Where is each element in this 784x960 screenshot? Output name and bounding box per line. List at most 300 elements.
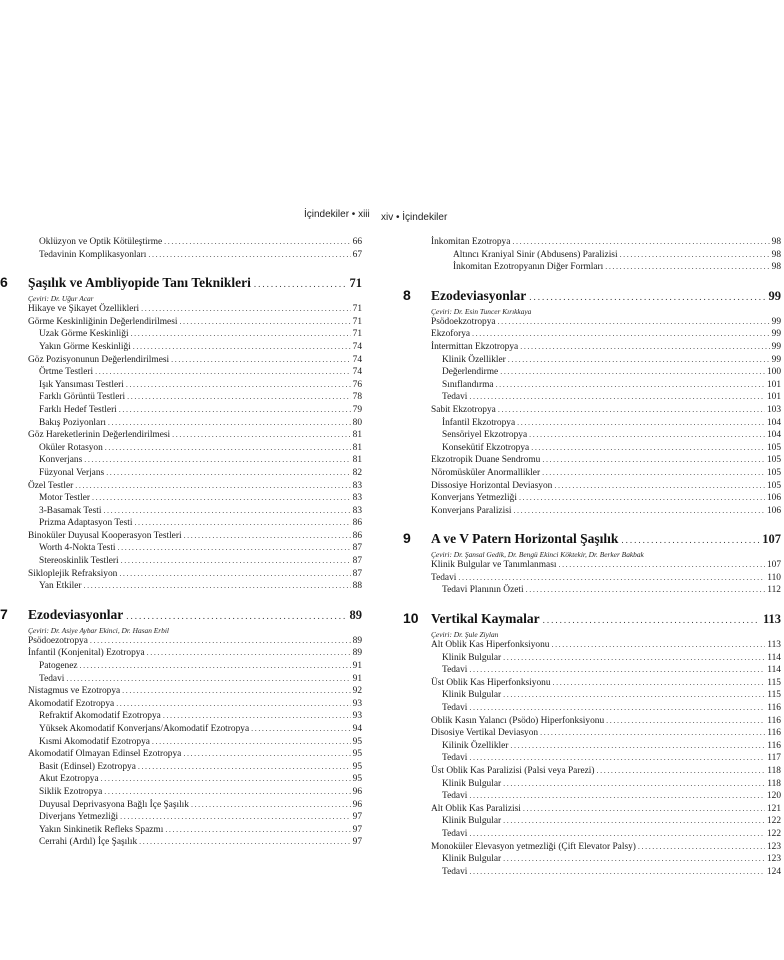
toc-entry[interactable] [403, 328, 781, 341]
toc-entry-title: Uzak Görme Keskinliği [39, 329, 129, 340]
dot-leader [500, 366, 765, 379]
dot-leader [523, 803, 765, 816]
toc-page-number: 98 [771, 262, 781, 273]
toc-page-number: 105 [766, 455, 781, 466]
dot-leader [172, 429, 350, 442]
toc-entry-title: Üst Oblik Kas Hiperfonksiyonu [431, 677, 551, 688]
dot-leader [469, 664, 765, 677]
dot-leader [469, 790, 765, 803]
chapter-number: 9 [403, 530, 411, 547]
dot-leader [126, 379, 351, 392]
chapter-number: 10 [403, 610, 419, 627]
toc-entry-title: Klinik Bulgular ve Tanımlanması [431, 560, 557, 571]
toc-entry-title: Yakın Görme Keskinliği [39, 341, 131, 352]
toc-page-number: 81 [352, 430, 362, 441]
toc-page-number: 89 [352, 635, 362, 646]
chapter-title: Ezodeviasyonlar [28, 606, 124, 622]
toc-entry[interactable] [403, 316, 781, 329]
dot-leader [513, 505, 764, 518]
toc-page-number: 122 [766, 828, 781, 839]
toc-entry[interactable] [403, 841, 781, 854]
toc-page-number: 82 [352, 467, 362, 478]
toc-entry-title: Tedavi [442, 828, 468, 839]
dot-leader [529, 292, 765, 302]
dot-leader [469, 866, 765, 879]
toc-entry[interactable] [0, 417, 362, 430]
toc-entry[interactable] [403, 572, 781, 585]
dot-leader [469, 702, 765, 715]
toc-entry-title: Sensöriyel Ekzotropya [442, 430, 528, 441]
toc-entry[interactable] [0, 303, 362, 316]
toc-page-number: 71 [352, 316, 362, 327]
toc-entry-title: Sabit Ekzotropya [431, 404, 496, 415]
toc-entry[interactable] [0, 391, 362, 404]
toc-entry[interactable] [0, 492, 362, 505]
dot-leader [554, 480, 765, 493]
toc-entry[interactable] [403, 379, 781, 392]
toc-page-number: 71 [352, 304, 362, 315]
toc-entry-title: Klinik Bulgular [442, 652, 502, 663]
toc-entry[interactable] [403, 559, 781, 572]
toc-entry-title: Oblik Kasın Yalancı (Psödo) Hiperfonksiyonu [431, 715, 605, 726]
dot-leader [133, 341, 351, 354]
toc-entry-title: Klinik Bulgular [442, 816, 502, 827]
toc-page-number: 98 [771, 249, 781, 260]
chapter-page-number: 71 [349, 276, 362, 291]
dot-leader [66, 673, 350, 686]
toc-entry[interactable] [0, 454, 362, 467]
toc-page-number: 97 [352, 837, 362, 848]
toc-entry-title: Refraktif Akomodatif Ezotropya [39, 711, 161, 722]
toc-entry-title: 3-Basamak Testi [39, 505, 102, 516]
dot-leader [148, 249, 350, 262]
toc-entry[interactable] [403, 689, 781, 702]
toc-entry-title: Göz Hareketlerinin Değerlendirilmesi [28, 430, 171, 441]
toc-entry-title: Basit (Edinsel) Ezotropya [39, 761, 136, 772]
toc-entry[interactable] [0, 698, 362, 711]
toc-entry-title: Göz Pozisyonunun Değerlendirilmesi [28, 354, 170, 365]
dot-leader [119, 404, 351, 417]
toc-page-number: 96 [352, 799, 362, 810]
toc-entry-title: Klinik Özellikler [442, 354, 506, 365]
toc-entry-title: Monoküler Elevasyon yetmezliği (Çift Elevator Palsy) [431, 841, 636, 852]
toc-entry[interactable] [403, 261, 781, 274]
dot-leader [558, 559, 764, 572]
toc-entry-title: Hikaye ve Şikayet Özellikleri [28, 304, 140, 315]
dot-leader [104, 786, 350, 799]
toc-entry[interactable] [403, 249, 781, 262]
toc-entry[interactable] [403, 715, 781, 728]
toc-page-number: 87 [352, 568, 362, 579]
dot-leader [553, 677, 766, 690]
toc-entry-title: Kısmi Akomodatif Ezotropya [39, 736, 150, 747]
toc-entry-title: Tedavi [442, 753, 468, 764]
toc-entry[interactable] [403, 480, 781, 493]
chapter-page-number: 89 [349, 607, 362, 622]
toc-page-number: 66 [352, 237, 362, 247]
toc-entry[interactable] [403, 727, 781, 740]
toc-entry-title: Örtme Testleri [39, 367, 94, 378]
chapter-translator: Çeviri: Dr. Asiye Aybar Ekinci, Dr. Hasan Erbil [28, 625, 169, 635]
toc-entry[interactable] [403, 815, 781, 828]
toc-entry[interactable] [0, 660, 362, 673]
toc-page-number: 123 [766, 854, 781, 865]
toc-entry[interactable] [403, 236, 781, 249]
toc-page-number: 121 [766, 803, 781, 814]
toc-entry[interactable] [0, 635, 362, 648]
toc-page-number: 74 [352, 354, 362, 365]
dot-leader [472, 328, 770, 341]
toc-page-number: 106 [766, 505, 781, 516]
toc-entry[interactable] [0, 404, 362, 417]
toc-entry[interactable] [0, 442, 362, 455]
toc-page-number: 81 [352, 455, 362, 466]
toc-page-number: 81 [352, 442, 362, 453]
toc-entry[interactable] [403, 404, 781, 417]
toc-page-number: 99 [771, 329, 781, 340]
toc-entry[interactable] [403, 853, 781, 866]
toc-entry-title: Psödoekzotropya [431, 316, 496, 327]
toc-entry-title: Tedavi [442, 866, 468, 877]
dot-leader [116, 698, 350, 711]
toc-entry[interactable] [403, 454, 781, 467]
toc-page-number: 93 [352, 711, 362, 722]
chapter-heading[interactable] [403, 610, 781, 630]
toc-entry[interactable] [403, 803, 781, 816]
toc-entry[interactable] [403, 866, 781, 879]
toc-entry[interactable] [403, 341, 781, 354]
toc-entry[interactable] [0, 542, 362, 555]
toc-page-number: 80 [352, 417, 362, 428]
toc-entry[interactable] [0, 467, 362, 480]
chapter-page-number: 107 [762, 532, 781, 547]
dot-leader [542, 454, 765, 467]
dot-leader [469, 828, 765, 841]
toc-page-number: 123 [766, 841, 781, 852]
toc-entry[interactable] [0, 366, 362, 379]
dot-leader [520, 341, 769, 354]
dot-leader [163, 710, 351, 723]
dot-leader [90, 635, 351, 648]
dot-leader [80, 660, 351, 673]
toc-entry-title: Özel Testler [28, 480, 74, 491]
toc-entry-title: Worth 4-Nokta Testi [39, 543, 116, 554]
toc-chapter [0, 274, 362, 593]
toc-page-number: 106 [766, 493, 781, 504]
chapter-page-number: 113 [762, 612, 781, 627]
toc-page-number: 104 [766, 417, 781, 428]
toc-entry[interactable] [0, 530, 362, 543]
toc-entry[interactable] [403, 740, 781, 753]
toc-entry[interactable] [0, 555, 362, 568]
dot-leader [620, 249, 770, 262]
chapter-title: Vertikal Kaymalar [431, 611, 540, 627]
toc-page-number: 88 [352, 581, 362, 592]
dot-leader [469, 391, 765, 404]
toc-entry[interactable] [0, 580, 362, 593]
dot-leader [469, 752, 765, 765]
toc-continuation [403, 236, 781, 274]
dot-leader [531, 442, 765, 455]
dot-leader [458, 572, 765, 585]
toc-right-column [403, 236, 781, 878]
dot-leader [119, 568, 350, 581]
toc-page-number: 115 [767, 690, 781, 701]
dot-leader [108, 417, 351, 430]
toc-entry[interactable] [0, 736, 362, 749]
toc-page-number: 110 [767, 572, 781, 583]
toc-page-number: 116 [767, 703, 781, 714]
toc-entry[interactable] [0, 710, 362, 723]
toc-chapter [0, 606, 362, 849]
toc-entry[interactable] [0, 249, 362, 262]
toc-entry-title: Değerlendirme [442, 367, 499, 378]
dot-leader [184, 530, 351, 543]
toc-left-column [0, 236, 362, 849]
toc-page-number: 114 [767, 652, 781, 663]
dot-leader [165, 824, 350, 837]
toc-page-number: 105 [766, 480, 781, 491]
toc-page-number: 105 [766, 442, 781, 453]
toc-entry-title: Altıncı Kraniyal Sinir (Abdusens) Paralizisi [453, 249, 618, 260]
dot-leader [510, 740, 765, 753]
toc-entry[interactable] [403, 752, 781, 765]
toc-page-number: 78 [352, 392, 362, 403]
toc-entry-title: Farklı Hedef Testleri [39, 404, 117, 415]
toc-page-number: 118 [767, 766, 781, 776]
toc-entry[interactable] [0, 429, 362, 442]
toc-entry[interactable] [403, 702, 781, 715]
toc-entry-title: İntermittan Ekzotropya [431, 341, 519, 352]
dot-leader [529, 429, 765, 442]
toc-page-number: 101 [766, 379, 781, 390]
page-header-right: xiv • İçindekiler [381, 212, 448, 223]
dot-leader [503, 778, 765, 791]
toc-entry[interactable] [0, 480, 362, 493]
toc-entry-title: İnfantil Ekzotropya [442, 417, 516, 428]
dot-leader [540, 727, 765, 740]
dot-leader [621, 535, 759, 545]
toc-page-number: 83 [352, 505, 362, 516]
chapter-number: 8 [403, 286, 411, 303]
chapter-heading[interactable] [0, 274, 362, 294]
toc-entry-title: Alt Oblik Kas Hiperfonksiyonu [431, 640, 550, 651]
toc-entry-title: Yüksek Akomodatif Konverjans/Akomodatif Ezotropya [39, 724, 250, 734]
toc-entry[interactable] [0, 379, 362, 392]
dot-leader [638, 841, 765, 854]
toc-page-number: 97 [352, 824, 362, 835]
toc-entry-title: Alt Oblik Kas Paralizisi [431, 803, 521, 814]
toc-entry[interactable] [0, 836, 362, 849]
toc-entry[interactable] [403, 366, 781, 379]
dot-leader [171, 354, 351, 367]
toc-entry-title: Akut Ezotropya [39, 774, 99, 785]
toc-page-number: 95 [352, 761, 362, 772]
toc-entry[interactable] [403, 664, 781, 677]
toc-page-number: 114 [767, 665, 781, 676]
toc-entry-title: Siklik Ezotropya [39, 786, 103, 797]
toc-entry[interactable] [403, 584, 781, 597]
toc-entry[interactable] [403, 828, 781, 841]
dot-leader [508, 354, 770, 367]
toc-page-number: 118 [767, 778, 781, 789]
chapter-heading[interactable] [403, 530, 781, 550]
toc-entry[interactable] [0, 505, 362, 518]
chapter-title: Şaşılık ve Ambliyopide Tanı Teknikleri [28, 275, 251, 291]
dot-leader [512, 236, 769, 249]
toc-entry[interactable] [403, 417, 781, 430]
dot-leader [526, 584, 766, 597]
chapter-translator: Çeviri: Dr. Şansal Gedik, Dr. Bengü Ekinci Köktekir, Dr. Berker Bakbak [431, 550, 644, 560]
toc-entry-title: Prizma Adaptasyon Testi [39, 518, 133, 529]
toc-entry[interactable] [0, 673, 362, 686]
toc-page-number: 104 [766, 430, 781, 441]
toc-page-number: 83 [352, 493, 362, 504]
toc-entry[interactable] [403, 391, 781, 404]
toc-entry-title: Akomodatif Ezotropya [28, 698, 115, 709]
toc-entry[interactable] [0, 517, 362, 530]
toc-entry-title: Kilinik Özellikler [442, 740, 509, 751]
dot-leader [503, 652, 765, 665]
toc-page-number: 117 [767, 753, 781, 764]
toc-page-number: 124 [766, 866, 781, 877]
toc-entry[interactable] [0, 328, 362, 341]
toc-entry[interactable] [0, 316, 362, 329]
toc-page-number: 89 [352, 648, 362, 659]
toc-entry-title: Sınıflandırma [442, 379, 494, 390]
dot-leader [126, 611, 346, 621]
dot-leader [551, 639, 765, 652]
toc-entry-title: Klinik Bulgular [442, 690, 502, 701]
dot-leader [519, 492, 765, 505]
toc-entry-title: Nöromüsküler Anormallikler [431, 467, 541, 478]
toc-page-number: 99 [771, 341, 781, 352]
toc-entry-title: Sikloplejik Refraksiyon [28, 568, 118, 579]
toc-chapter [403, 287, 781, 518]
dot-leader [606, 715, 765, 728]
toc-entry[interactable] [0, 354, 362, 367]
toc-entry-title: Diverjans Yetmezliği [39, 812, 119, 823]
toc-entry[interactable] [403, 790, 781, 803]
toc-entry[interactable] [403, 505, 781, 518]
toc-page-number: 93 [352, 698, 362, 709]
dot-leader [92, 492, 351, 505]
toc-page-number: 97 [352, 812, 362, 823]
dot-leader [503, 853, 765, 866]
toc-entry-title: Cerrahi (Ardıl) İçe Şaşılık [39, 837, 138, 848]
toc-entry[interactable] [403, 639, 781, 652]
toc-entry-title: Tedavi [442, 703, 468, 714]
dot-leader [84, 454, 350, 467]
toc-entry[interactable] [403, 467, 781, 480]
dot-leader [254, 279, 347, 289]
toc-page-number: 87 [352, 543, 362, 554]
dot-leader [498, 316, 770, 329]
toc-page-number: 67 [352, 249, 362, 260]
toc-entry[interactable] [403, 778, 781, 791]
toc-entry-title: Oklüzyon ve Optik Kötüleştirme [39, 237, 163, 247]
toc-page-number: 94 [352, 724, 362, 734]
toc-page-number: 86 [352, 518, 362, 529]
toc-entry-title: İnkomitan Ezotropyanın Diğer Formları [453, 262, 604, 273]
toc-entry-title: Konsekütif Ekzotropya [442, 442, 530, 453]
toc-entry[interactable] [403, 354, 781, 367]
dot-leader [152, 736, 351, 749]
dot-leader [103, 505, 350, 518]
toc-page-number: 95 [352, 774, 362, 785]
toc-page-number: 92 [352, 686, 362, 697]
dot-leader [121, 555, 351, 568]
toc-page-number: 122 [766, 816, 781, 827]
toc-entry[interactable] [403, 492, 781, 505]
toc-entry-title: Ekzotropik Duane Sendromu [431, 455, 541, 466]
toc-entry[interactable] [0, 761, 362, 774]
toc-entry[interactable] [0, 723, 362, 736]
toc-entry[interactable] [0, 748, 362, 761]
chapter-title: A ve V Patern Horizontal Şaşılık [431, 531, 619, 547]
dot-leader [134, 517, 350, 530]
chapter-heading[interactable] [403, 287, 781, 307]
dot-leader [139, 836, 350, 849]
toc-entry[interactable] [0, 773, 362, 786]
toc-continuation [0, 236, 362, 261]
toc-entry[interactable] [403, 677, 781, 690]
toc-entry-title: Görme Keskinliğinin Değerlendirilmesi [28, 316, 178, 327]
toc-chapter [403, 530, 781, 597]
dot-leader [542, 467, 765, 480]
chapter-translator: Çeviri: Dr. Şule Ziylan [431, 630, 499, 640]
toc-page-number: 74 [352, 341, 362, 352]
toc-entry-title: Tedavi [442, 665, 468, 676]
dot-leader [498, 404, 765, 417]
toc-entry-title: Akomodatif Olmayan Edinsel Ezotropya [28, 749, 182, 760]
dot-leader [164, 236, 350, 249]
toc-entry[interactable] [0, 811, 362, 824]
toc-page-number: 71 [352, 329, 362, 340]
dot-leader [101, 773, 351, 786]
toc-entry-title: Yakın Sinkinetik Refleks Spazmı [39, 824, 164, 835]
toc-entry[interactable] [0, 647, 362, 660]
toc-entry[interactable] [0, 341, 362, 354]
chapter-translator: Çeviri: Dr. Uğur Acar [28, 294, 94, 304]
dot-leader [122, 685, 350, 698]
toc-entry-title: Tedavi Planının Özeti [442, 585, 524, 596]
toc-entry[interactable] [0, 568, 362, 581]
toc-entry-title: Farklı Görüntü Testleri [39, 392, 126, 403]
toc-entry[interactable] [0, 236, 362, 249]
dot-leader [75, 480, 350, 493]
toc-page-number: 96 [352, 786, 362, 797]
toc-entry[interactable] [403, 765, 781, 778]
toc-entry[interactable] [403, 429, 781, 442]
toc-entry[interactable] [0, 685, 362, 698]
toc-page-number: 112 [767, 585, 781, 596]
chapter-heading[interactable] [0, 606, 362, 626]
toc-entry[interactable] [0, 799, 362, 812]
toc-page-number: 100 [766, 367, 781, 378]
toc-entry[interactable] [0, 786, 362, 799]
chapter-page-number: 99 [768, 288, 781, 303]
toc-entry[interactable] [403, 442, 781, 455]
dot-leader [183, 748, 350, 761]
toc-entry[interactable] [403, 652, 781, 665]
toc-entry[interactable] [0, 824, 362, 837]
dot-leader [597, 765, 766, 778]
dot-leader [543, 615, 760, 625]
toc-page-number: 79 [352, 404, 362, 415]
dot-leader [118, 542, 351, 555]
toc-page-number: 116 [767, 715, 781, 726]
